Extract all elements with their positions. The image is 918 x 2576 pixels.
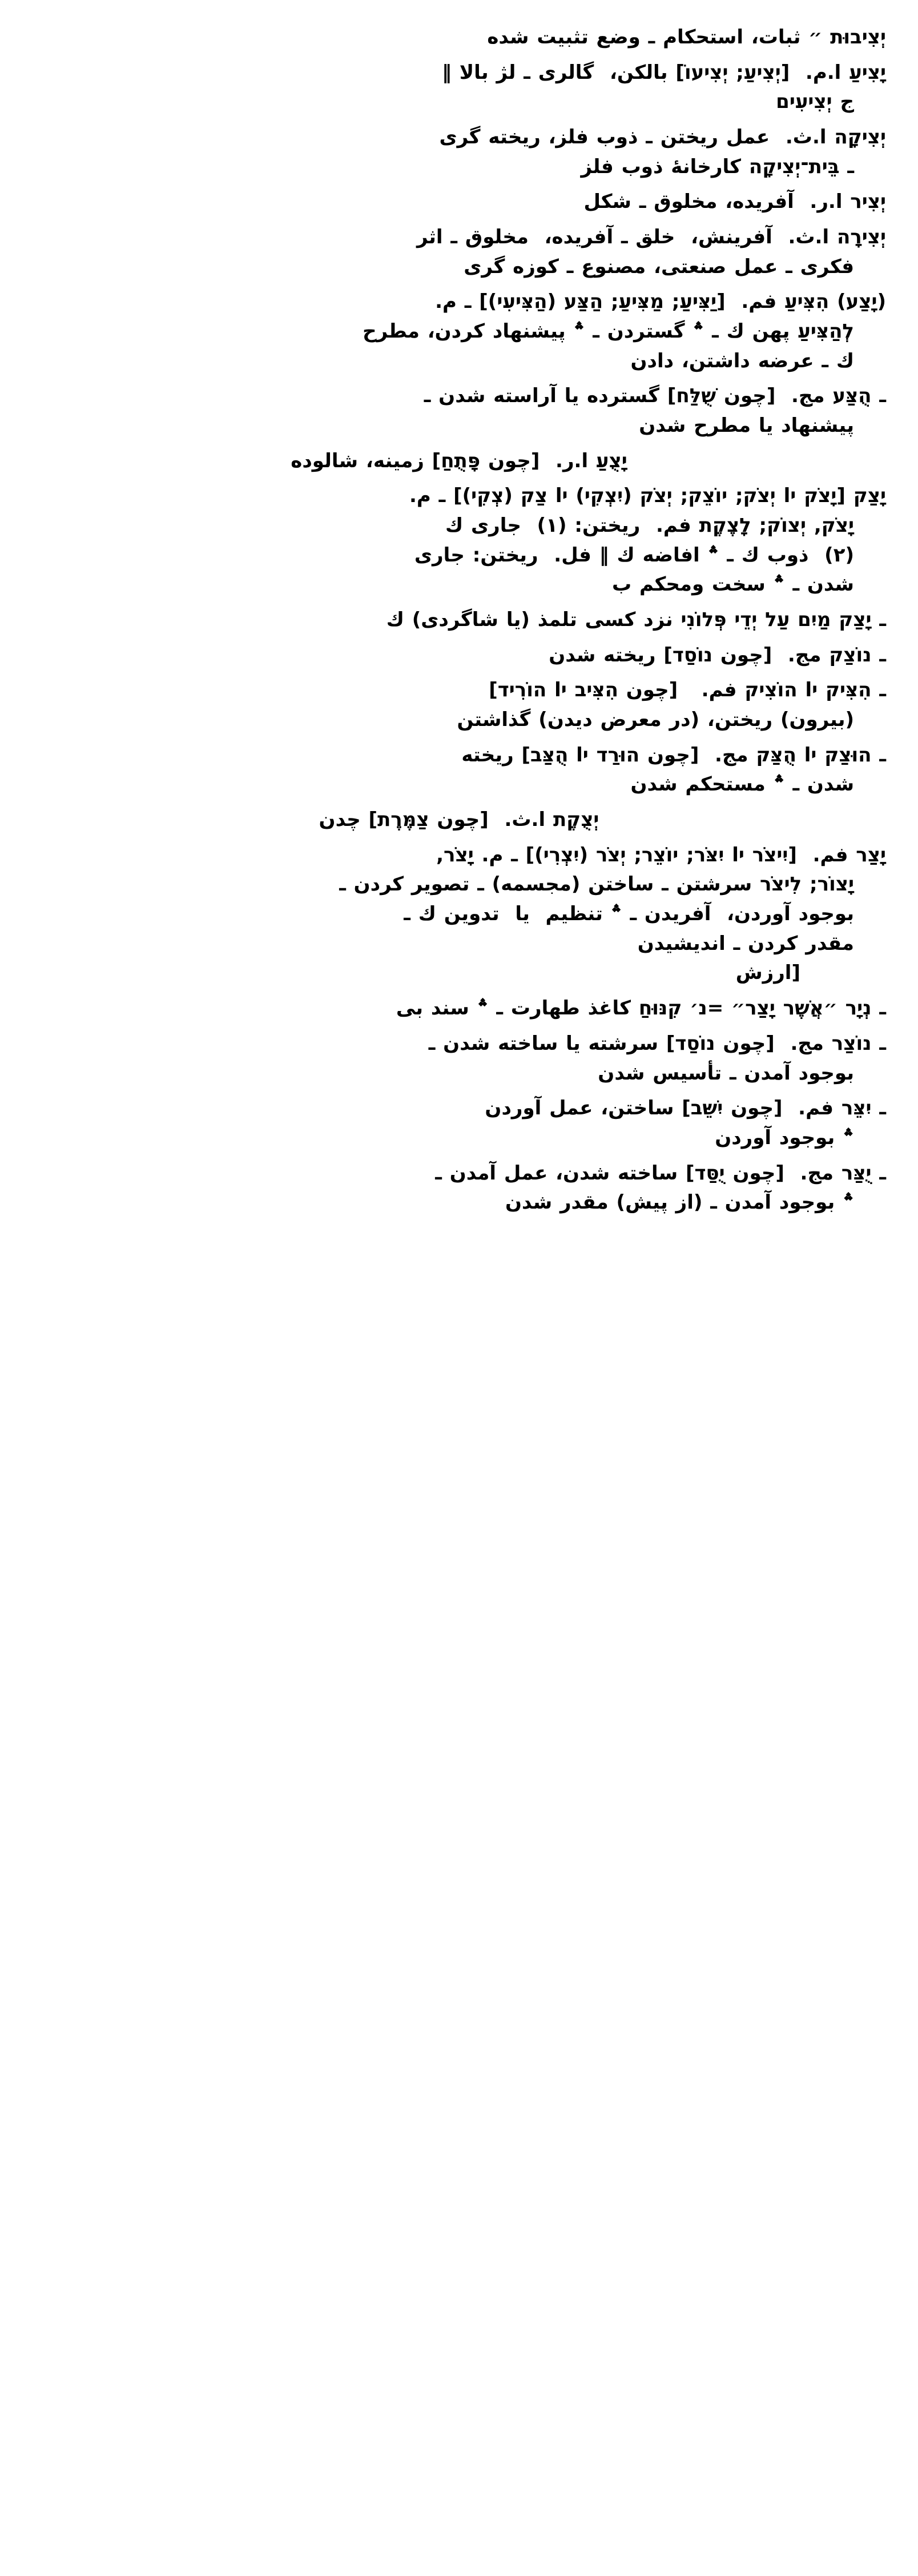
entry-line: فكرى ـ عمل صنعتى، مصنوع ـ كوزه گرى xyxy=(464,255,854,278)
dictionary-entry-list xyxy=(32,23,886,1218)
entry-line: پيشنهاد يا مطرح شدن xyxy=(639,414,854,438)
entry-line: ج יְצִיעִים xyxy=(776,90,854,114)
entry-line: יָצֹק, יְצוֹק; לָצֶקֶת فم. ريختن: (١) جارى ك xyxy=(445,514,854,537)
dictionary-entry xyxy=(32,1029,886,1088)
entry-line: مقدر كردن ـ انديشيدن xyxy=(637,932,854,955)
entry-line: לְהַצִּיעַ پهن ك ـ ؞ گستردن ـ ؞ پيشنهاد كردن، مطرح xyxy=(363,320,854,343)
dictionary-entry xyxy=(32,605,886,635)
entry-line: יָצַר فم. [יִיצֹר יا יִצֹּר; יוֹצֵר; יְצֹר (יִצְרִי)] ـ م. יָצֹר, xyxy=(436,843,886,866)
entry-line: شدن ـ ؞ مستحكم شدن xyxy=(630,773,854,796)
dictionary-entry xyxy=(32,994,886,1024)
entry-line: (٢) ذوب ك ـ ؞ افاضه ك ‖ فل. ريختن: جارى xyxy=(414,543,854,567)
dictionary-entry xyxy=(32,223,886,282)
entry-line: ـ הִצִּיק יا הוֹצִיק فم. [چون הִצִּיב יا הוֹרִיד] xyxy=(489,679,886,702)
entry-line: יְצִיבוּת ״ ثبات، استحكام ـ وضع تثبيت شده xyxy=(487,26,886,49)
dictionary-entry xyxy=(32,482,886,600)
dictionary-entry xyxy=(32,23,886,53)
entry-line: بوجود آوردن، آفريدن ـ ؞ تنظيم يا تدوين ك ـ xyxy=(404,902,854,926)
dictionary-entry xyxy=(32,641,886,671)
entry-line: יְצֻקֶת ا.ث. [چون צַמֶּרֶת] چدن xyxy=(319,808,599,832)
entry-line: ؞ بوجود آمدن ـ (از پيش) مقدر شدن xyxy=(505,1191,854,1214)
entry-line: ـ הֻצַּע مج. [چون שֻׁלַּח] گسترده يا آراسته شدن ـ xyxy=(424,384,886,408)
entry-line: ؞ بوجود آوردن xyxy=(715,1126,854,1149)
dictionary-entry xyxy=(32,187,886,217)
dictionary-entry xyxy=(32,1094,886,1153)
entry-line: ـ הוּצַק יا הֻצַּק مج. [چون הוּרַד יا הֻצַּב] ريخته xyxy=(461,743,886,767)
entry-line: יְצִירָה ا.ث. آفرينش، خلق ـ آفريده، مخلوق ـ اثر xyxy=(416,226,886,249)
entry-line: شدن ـ ؞ سخت ومحكم ب xyxy=(611,573,854,596)
dictionary-entry xyxy=(32,123,886,182)
entry-line: ـ יָצַק מַיִם עַל יְדֵי פְּלוֹנִי نزد كسى تلمذ (يا شاگردى) ك xyxy=(386,608,886,632)
entry-line: بوجود آمدن ـ تأسيس شدن xyxy=(598,1061,854,1085)
entry-line: יְצִיקָה ا.ث. عمل ريختن ـ ذوب فلز، ريخته گرى xyxy=(439,126,886,149)
entry-line: ـ נְיָר ״אֲשֶׁר יָצַר״ =נ׳ קִנּוּחַ كاغذ طهارت ـ ؞ سند بى xyxy=(396,997,886,1020)
entry-line: יְצִיר ا.ر. آفريده، مخلوق ـ شكل xyxy=(583,190,886,214)
entry-line: ـ יֻצַּר مج. [چون יֻסַּד] ساخته شدن، عمل آمدن ـ xyxy=(435,1161,886,1185)
entry-line: ـ בֵּית־יְצִיקָה كارخانهٔ ذوب فلز xyxy=(581,155,854,178)
entry-line: (יָצַע) הִצִּיעַ فم. [יַצִּיעַ; מַצִּיעַ; הַצַּע (הַצִּיעִי)] ـ م. xyxy=(435,290,886,314)
entry-line: יָצִיעַ ا.م. [יְצִיעַ; יְצִיעוֹ] بالكن، گالرى ـ لژ بالا ‖ xyxy=(441,61,886,84)
dictionary-entry xyxy=(32,805,886,835)
dictionary-entry xyxy=(32,447,886,476)
entry-line: יָצֻעַ ا.ر. [چون פָּתֻחַ] زمينه، شالوده xyxy=(291,449,627,472)
dictionary-entry xyxy=(32,287,886,376)
dictionary-entry xyxy=(32,741,886,800)
dictionary-entry xyxy=(32,58,886,117)
entry-line: ـ נוֹצַק مج. [چون נוֹסַד] ريخته شدن xyxy=(549,643,886,667)
entry-line: [ارزش xyxy=(735,961,800,985)
entry-line: (بيرون) ريختن، (در معرض ديدن) گذاشتن xyxy=(457,708,854,732)
entry-line: ـ נוֹצַר مج. [چون נוֹסַד] سرشته يا ساخته شدن ـ xyxy=(428,1032,886,1055)
entry-line: יָצַק [יָצֹק יا יְצֹק; יוֹצֵק; יְצֹק (יִצְקִי) יا צַק (צְקִי)] ـ م. xyxy=(409,484,886,508)
dictionary-entry xyxy=(32,382,886,440)
dictionary-entry xyxy=(32,676,886,735)
entry-line: ك ـ عرضه داشتن، دادن xyxy=(630,349,854,372)
entry-line: ـ יִצֵּר فم. [چون יִשֵּׁב] ساختن، عمل آوردن xyxy=(485,1097,886,1120)
dictionary-entry xyxy=(32,1159,886,1218)
dictionary-entry xyxy=(32,841,886,988)
entry-line: יָצוֹר; לִיצֹר سرشتن ـ ساختن (مجسمه) ـ تصوير كردن ـ xyxy=(339,873,854,896)
